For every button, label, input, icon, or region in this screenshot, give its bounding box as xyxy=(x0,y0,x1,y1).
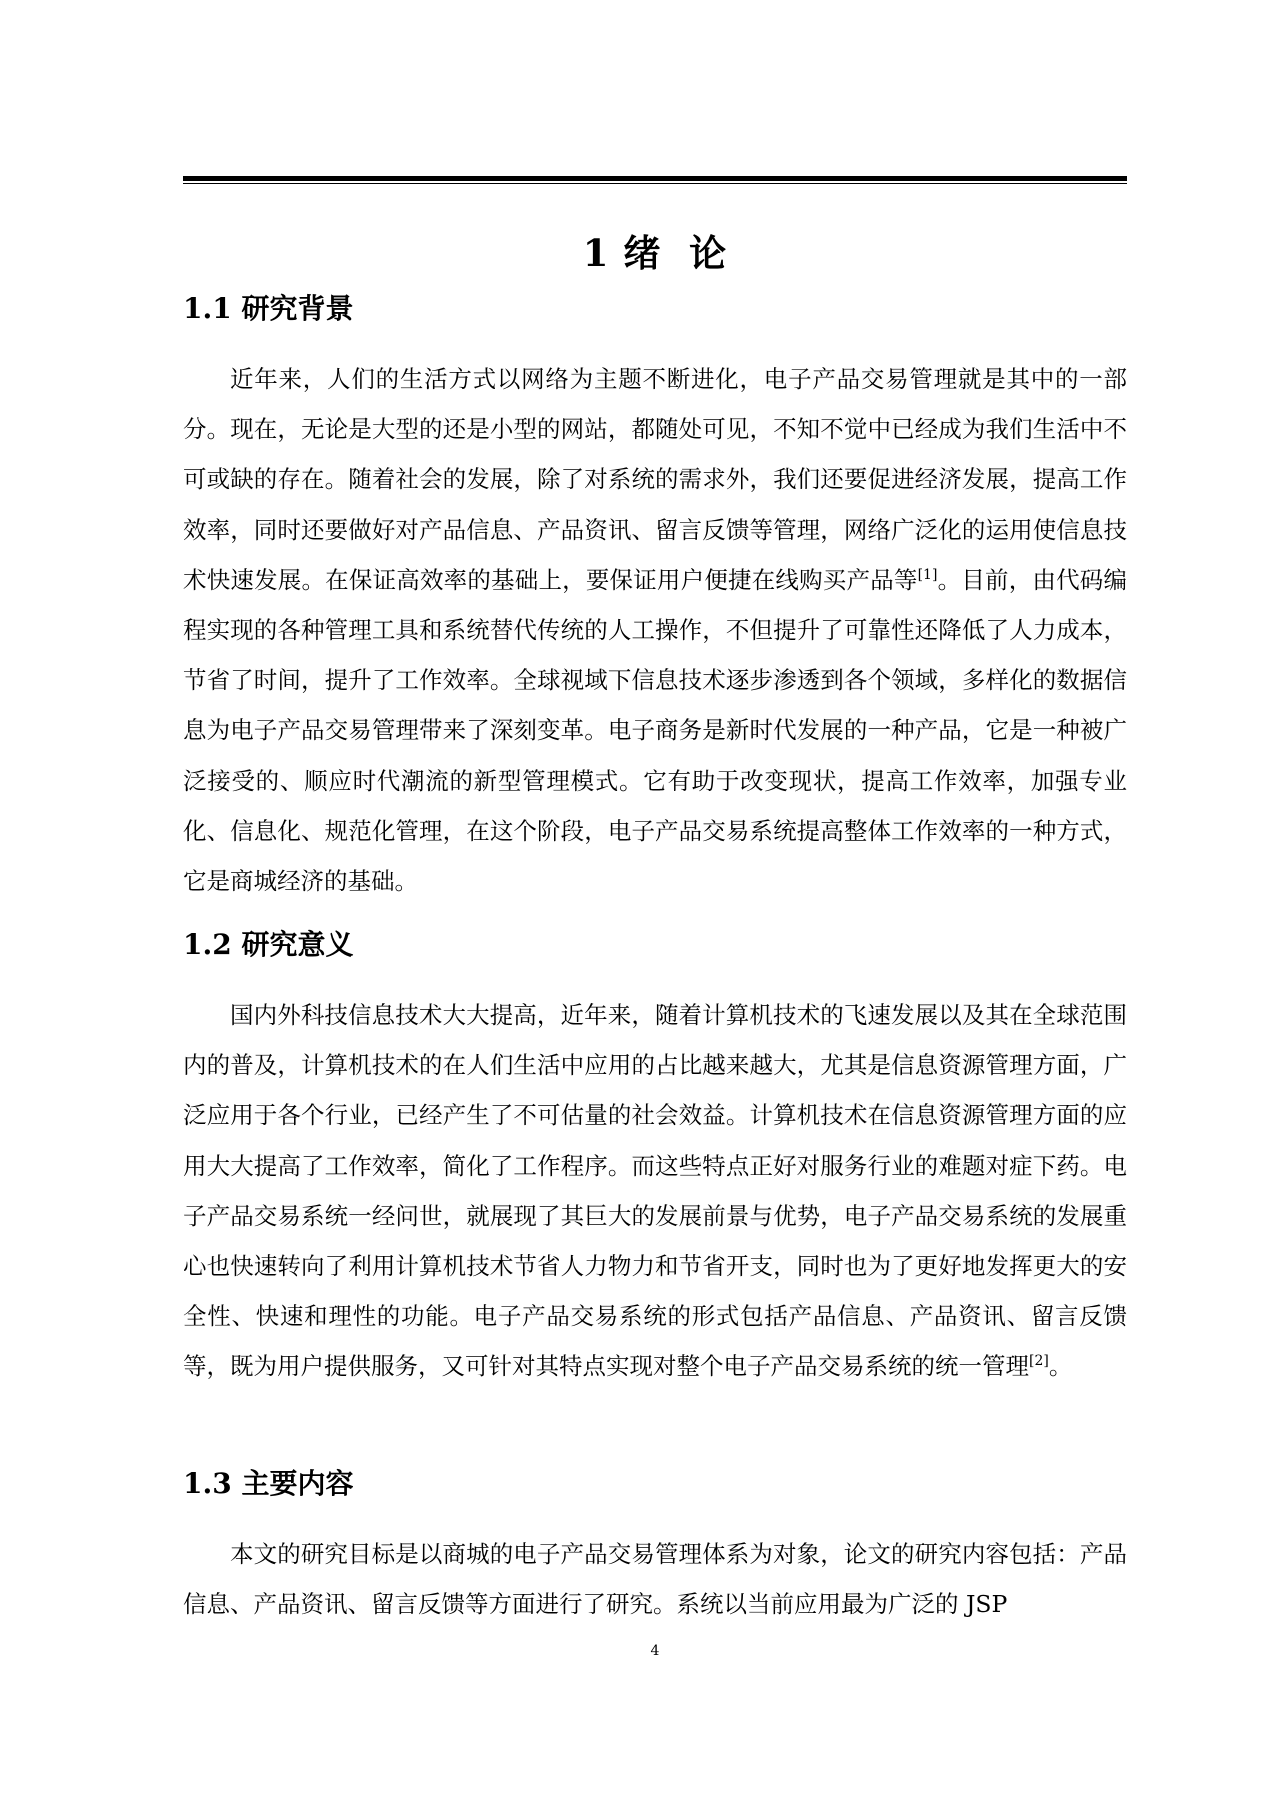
header-rule-thick xyxy=(183,176,1127,181)
page-number: 4 xyxy=(650,1643,660,1659)
paragraph-research-background xyxy=(183,354,1127,899)
paragraph-text: 本文的研究目标是以商城的电子产品交易管理体系为对象，论文的研究内容包括：产品信息、产品资讯、留言反馈等方面进行了研究。系统以当前应用最为广泛的 JSP xyxy=(183,1540,1127,1619)
header-rule-thin xyxy=(183,183,1127,184)
paragraph-text: 。目前，由代码编程实现的各种管理工具和系统替代传统的人工操作，不但提升了可靠性还降低了人力成本，节省了时间，提升了工作效率。全球视域下信息技术逐步渗透到各个领域，多样化的数据信息为电子产品交易管理带来了深刻变革。电子商务是新时代发展的一种产品，它是一种被广泛接受的、顺应时代潮流的新型管理模式。它有助于改变现状，提高工作效率，加强专业化、信息化、规范化管理，在这个阶段，电子产品交易系统提高整体工作效率的一种方式，它是商城经济的基础。 xyxy=(183,565,1128,896)
citation-reference: [1] xyxy=(917,566,938,583)
citation-reference: [2] xyxy=(1029,1353,1049,1370)
paragraph-text: 国内外科技信息技术大大提高，近年来，随着计算机技术的飞速发展以及其在全球范围内的普及，计算机技术的在人们生活中应用的占比越来越大，尤其是信息资源管理方面，广泛应用于各个行业，已经产生了不可估量的社会效益。计算机技术在信息资源管理方面的应用大大提高了工作效率，简化了工作程序。而这些特点正好对服务行业的难题对症下药。电子产品交易系统一经问世，就展现了其巨大的发展前景与优势，电子产品交易系统的发展重心也快速转向了利用计算机技术节省人力物力和节省开支，同时也为了更好地发挥更大的安全性、快速和理性的功能。电子产品交易系统的形式包括产品信息、产品资讯、留言反馈等，既为用户提供服务，又可针对其特点实现对整个电子产品交易系统的统一管理 xyxy=(183,1001,1127,1381)
paragraph-text: 近年来，人们的生活方式以网络为主题不断进化，电子产品交易管理就是其中的一部分。现在，无论是大型的还是小型的网站，都随处可见，不知不觉中已经成为我们生活中不可或缺的存在。随着社会的发展，除了对系统的需求外，我们还要促进经济发展，提高工作效率，同时还要做好对产品信息、产品资讯、留言反馈等管理，网络广泛化的运用使信息技术快速发展。在保证高效率的基础上，要保证用户便捷在线购买产品等 xyxy=(183,365,1127,594)
paragraph-text: 。 xyxy=(1048,1352,1073,1381)
section-heading-research-significance: 1.2 研究意义 xyxy=(183,928,354,961)
paragraph-research-significance xyxy=(183,990,1127,1440)
chapter-title: 1 绪 论 xyxy=(582,231,728,275)
section-heading-research-background: 1.1 研究背景 xyxy=(183,292,354,325)
paragraph-main-content xyxy=(183,1529,1127,1629)
section-heading-main-content: 1.3 主要内容 xyxy=(183,1467,354,1500)
